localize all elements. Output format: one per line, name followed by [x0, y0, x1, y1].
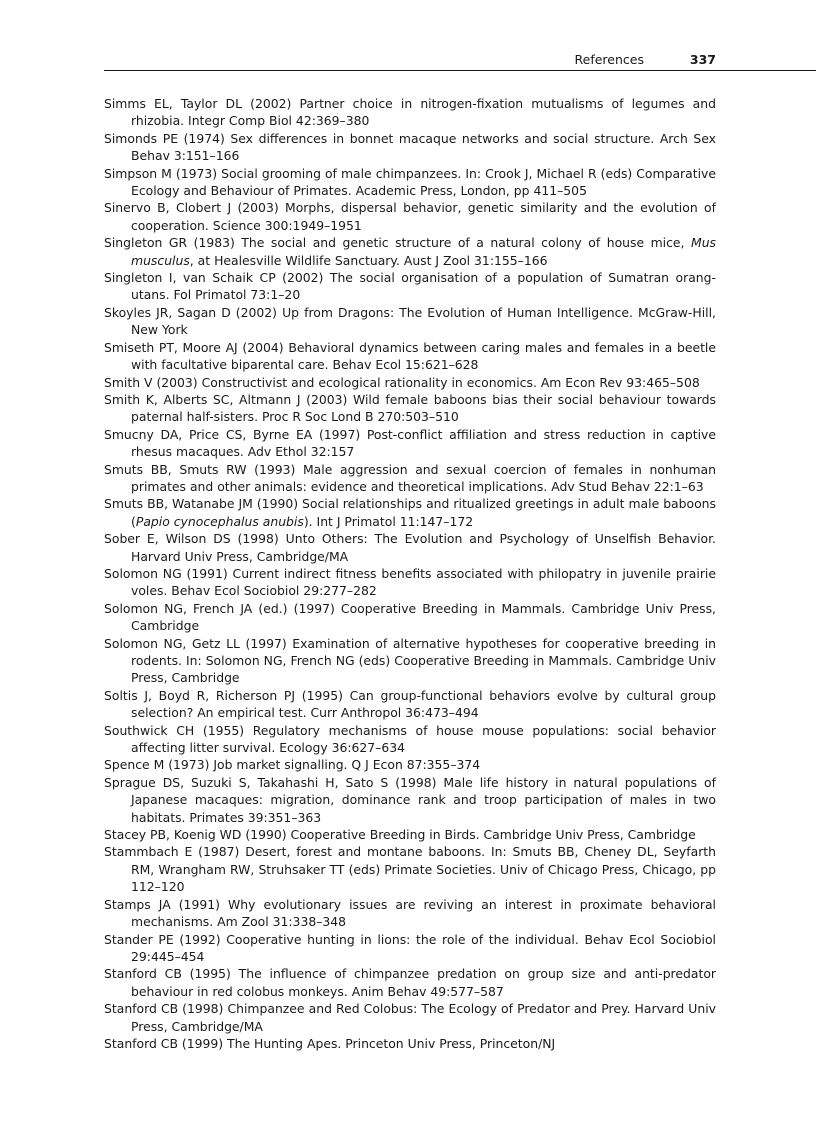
reference-entry — [104, 269, 716, 304]
reference-text: Singleton I, van Schaik CP (2002) The social organisation of a population of Sumatran orang-utans. Fol Primatol 73:1–20 — [104, 270, 716, 303]
reference-entry — [104, 965, 716, 1000]
running-head — [104, 52, 716, 68]
reference-entry — [104, 339, 716, 374]
reference-text: Solomon NG, Getz LL (1997) Examination of alternative hypotheses for cooperative breeding in rodents. In: Solomon NG, French NG (eds) Cooperative Breeding in Mammals. Cambridge Univ Press, Cambridge — [104, 635, 716, 686]
reference-text: Stanford CB (1995) The influence of chimpanzee predation on group size and anti-predator behaviour in red colobus monkeys. Anim Behav 49:577–587 — [104, 966, 716, 999]
reference-entry — [104, 199, 716, 234]
reference-text: Smith K, Alberts SC, Altmann J (2003) Wild female baboons bias their social behaviour towards paternal half-sisters. Proc R Soc Lond B 270:503–510 — [104, 391, 716, 425]
reference-entry — [104, 234, 716, 269]
reference-entry — [104, 130, 716, 165]
running-head-title: References — [574, 52, 644, 67]
reference-text: Simonds PE (1974) Sex differences in bonnet macaque networks and social structure. Arch Sex Behav 3:151–166 — [104, 130, 716, 164]
reference-text: , at Healesville Wildlife Sanctuary. Aust J Zool 31:155–166 — [189, 252, 548, 268]
reference-entry — [104, 600, 716, 635]
reference-text: Skoyles JR, Sagan D (2002) Up from Dragons: The Evolution of Human Intelligence. McGraw-Hill, New York — [104, 304, 716, 338]
page-number: 337 — [689, 52, 716, 67]
reference-text: Spence M (1973) Job market signalling. Q J Econ 87:355–374 — [104, 757, 481, 773]
reference-entry — [104, 1000, 716, 1035]
reference-text: Smucny DA, Price CS, Byrne EA (1997) Post-conflict affiliation and stress reduction in captive rhesus macaques. Adv Ethol 32:157 — [104, 426, 716, 460]
reference-list — [104, 95, 716, 1052]
reference-text: Simms EL, Taylor DL (2002) Partner choice in nitrogen-fixation mutualisms of legumes and rhizobia. Integr Comp Biol 42:369–380 — [104, 96, 716, 129]
reference-entry — [104, 304, 716, 339]
reference-entry — [104, 931, 716, 966]
reference-text: Smuts BB, Watanabe JM (1990) Social relationships and ritualized greetings in adult male baboons ( — [104, 496, 716, 529]
reference-entry — [104, 95, 716, 130]
reference-entry — [104, 165, 716, 200]
reference-entry — [104, 426, 716, 461]
reference-text: Solomon NG (1991) Current indirect fitness benefits associated with philopatry in juvenile prairie voles. Behav Ecol Sociobiol 29:277–282 — [104, 565, 716, 599]
reference-text: Solomon NG, French JA (ed.) (1997) Cooperative Breeding in Mammals. Cambridge Univ Press, Cambridge — [104, 600, 716, 634]
reference-text: Stammbach E (1987) Desert, forest and montane baboons. In: Smuts BB, Cheney DL, Seyfarth RM, Wrangham RW, Struhsaker TT (eds) Primate Societies. Univ of Chicago Press, Chicago, pp 112–120 — [104, 844, 716, 895]
reference-italic-text: Papio cynocephalus anubis — [135, 513, 304, 529]
reference-text: Stander PE (1992) Cooperative hunting in lions: the role of the individual. Behav Ecol Sociobiol 29:445–454 — [104, 931, 716, 964]
reference-text: Smuts BB, Smuts RW (1993) Male aggression and sexual coercion of females in nonhuman primates and other animals: evidence and theoretical implications. Adv Stud Behav 22:1–63 — [104, 461, 716, 494]
reference-text: ). Int J Primatol 11:147–172 — [303, 513, 474, 529]
reference-entry — [104, 722, 716, 757]
reference-entry — [104, 530, 716, 565]
reference-entry — [104, 391, 716, 426]
reference-text: Stanford CB (1998) Chimpanzee and Red Colobus: The Ecology of Predator and Prey. Harvard Univ Press, Cambridge/MA — [104, 1001, 716, 1034]
reference-entry — [104, 1035, 716, 1052]
reference-text: Smith V (2003) Constructivist and ecological rationality in economics. Am Econ Rev 93:465–508 — [104, 374, 700, 390]
reference-text: Sprague DS, Suzuki S, Takahashi H, Sato S (1998) Male life history in natural populations of Japanese macaques: migration, dominance rank and troop participation of males in two habitats. Primates 39:351–363 — [104, 774, 716, 825]
reference-text: Stacey PB, Koenig WD (1990) Cooperative Breeding in Birds. Cambridge Univ Press, Cambridge — [104, 827, 696, 843]
reference-entry — [104, 635, 716, 687]
reference-entry — [104, 756, 716, 773]
reference-entry — [104, 843, 716, 895]
reference-text: Singleton GR (1983) The social and genetic structure of a natural colony of house mice, — [104, 235, 691, 251]
reference-text: Stamps JA (1991) Why evolutionary issues are reviving an interest in proximate behavioral mechanisms. Am Zool 31:338–348 — [104, 896, 716, 930]
reference-text: Sober E, Wilson DS (1998) Unto Others: The Evolution and Psychology of Unselfish Behavior. Harvard Univ Press, Cambridge/MA — [104, 531, 716, 564]
reference-entry — [104, 774, 716, 826]
reference-italic-text: Mus musculus — [131, 235, 716, 268]
reference-entry — [104, 565, 716, 600]
reference-text: Simpson M (1973) Social grooming of male chimpanzees. In: Crook J, Michael R (eds) Comparative Ecology and Behaviour of Primates. Academic Press, London, pp 411–505 — [104, 165, 716, 199]
reference-entry — [104, 495, 716, 530]
reference-entry — [104, 461, 716, 496]
reference-entry — [104, 896, 716, 931]
reference-entry — [104, 374, 716, 391]
reference-entry — [104, 687, 716, 722]
reference-text: Soltis J, Boyd R, Richerson PJ (1995) Can group-functional behaviors evolve by cultural group selection? An empirical test. Curr Anthropol 36:473–494 — [104, 687, 716, 721]
reference-entry — [104, 826, 716, 843]
reference-text: Sinervo B, Clobert J (2003) Morphs, dispersal behavior, genetic similarity and the evolution of cooperation. Science 300:1949–1951 — [104, 200, 716, 233]
header-rule — [104, 70, 816, 71]
reference-text: Stanford CB (1999) The Hunting Apes. Princeton Univ Press, Princeton/NJ — [104, 1035, 556, 1051]
reference-text: Smiseth PT, Moore AJ (2004) Behavioral dynamics between caring males and females in a beetle with facultative biparental care. Behav Ecol 15:621–628 — [104, 339, 716, 373]
reference-text: Southwick CH (1955) Regulatory mechanisms of house mouse populations: social behavior affecting litter survival. Ecology 36:627–634 — [104, 722, 716, 756]
